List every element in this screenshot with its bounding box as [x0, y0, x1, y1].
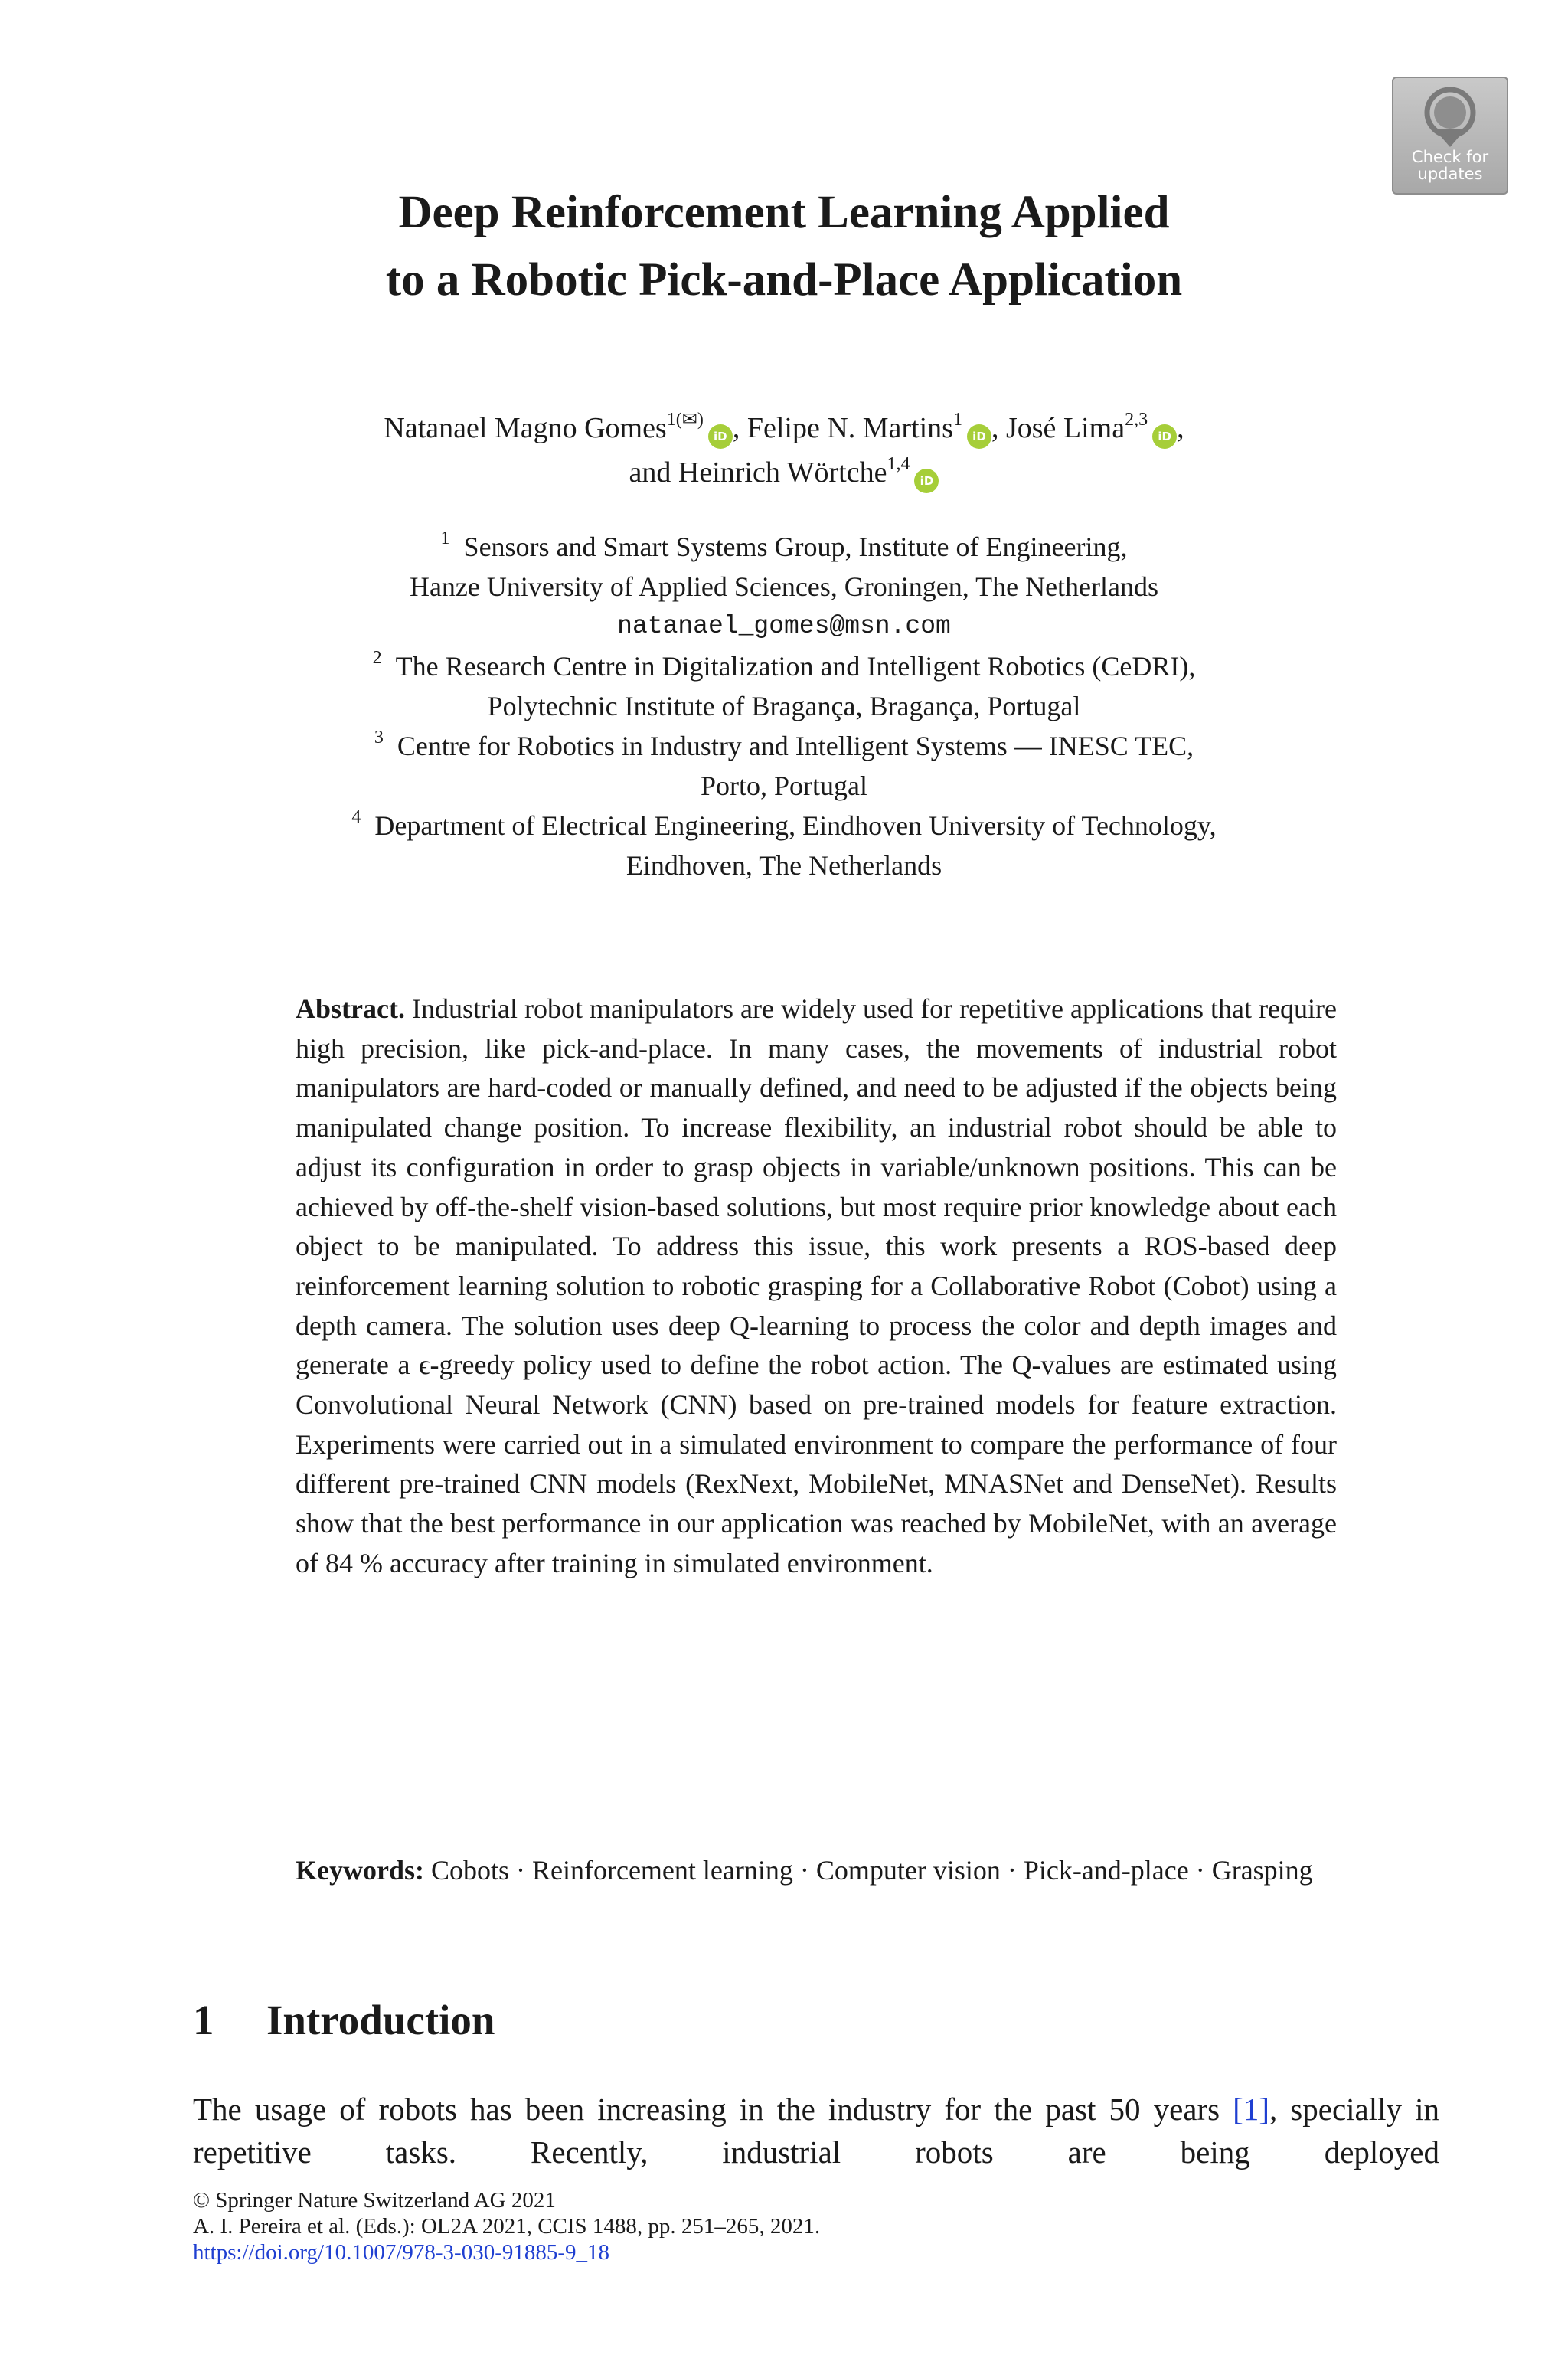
- section-number: 1: [193, 1997, 214, 2043]
- keywords: [296, 1850, 1337, 1890]
- author-line-2: [0, 450, 1568, 495]
- copyright-notice: © Springer Nature Switzerland AG 2021: [193, 2188, 556, 2213]
- author-name: and Heinrich Wörtche: [629, 456, 887, 489]
- affiliations: [0, 527, 1568, 885]
- author-line-1: Natanael Magno Gomes$^{1(✉)}$iD , Felipe N. Martins$^1$iD , José Lima$^{2,3}$iD ,: [0, 406, 1568, 450]
- check-updates-icon: [1423, 86, 1477, 149]
- title-line-1: Deep Reinforcement Learning Applied: [398, 187, 1170, 238]
- keywords-label: Keywords:: [296, 1855, 424, 1886]
- orcid-icon[interactable]: iD: [967, 424, 991, 449]
- author-name: , José Lima: [991, 412, 1125, 444]
- badge-label: Check for updates: [1411, 148, 1489, 183]
- orcid-icon[interactable]: iD: [1152, 424, 1177, 449]
- affiliation-2: $^2$ The Research Centre in Digitalization and Intelligent Robotics (CeDRI),: [372, 648, 1196, 682]
- affiliation-3-cont: Porto, Portugal: [700, 770, 867, 801]
- affiliation-4: $^4$ Department of Electrical Engineering, Eindhoven University of Technology,: [351, 807, 1217, 841]
- author-list: [0, 406, 1568, 495]
- paper-title: [0, 179, 1568, 314]
- keywords-text: Cobots · Reinforcement learning · Computer vision · Pick-and-place · Grasping: [430, 1855, 1313, 1886]
- author-affiliation-mark: 1,4: [887, 454, 910, 474]
- section-heading: [193, 1996, 495, 2044]
- section-title: Introduction: [266, 1997, 495, 2043]
- citation-line: A. I. Pereira et al. (Eds.): OL2A 2021, CCIS 1488, pp. 251–265, 2021.: [193, 2214, 821, 2239]
- author-affiliation-mark: 1: [952, 410, 962, 430]
- affiliation-2-cont: Polytechnic Institute of Bragança, Bragança, Portugal: [487, 691, 1081, 721]
- abstract: [296, 989, 1337, 1584]
- affiliation-3: $^3$ Centre for Robotics in Industry and Intelligent Systems — INESC TEC,: [374, 728, 1194, 761]
- check-for-updates-badge[interactable]: [1392, 77, 1508, 195]
- author-name: , Felipe N. Martins: [732, 412, 953, 444]
- contact-email[interactable]: natanael_gomes@msn.com: [617, 612, 951, 640]
- orcid-icon[interactable]: iD: [914, 469, 939, 493]
- affiliation-4-cont: Eindhoven, The Netherlands: [626, 850, 942, 881]
- doi-link[interactable]: https://doi.org/10.1007/978-3-030-91885-9_18: [193, 2240, 610, 2265]
- orcid-icon[interactable]: iD: [708, 424, 733, 449]
- publication-footer: [193, 2187, 1439, 2265]
- intro-paragraph: The usage of robots has been increasing in the industry for the past 50 years [1], specially in repetitive tasks. Recently, industrial robots are being deployed: [193, 2092, 1439, 2170]
- affiliation-1-cont: Hanze University of Applied Sciences, Groningen, The Netherlands: [409, 571, 1159, 602]
- citation-link[interactable]: [1]: [1233, 2092, 1269, 2127]
- abstract-text: Industrial robot manipulators are widely used for repetitive applications that require high precision, like pick-and-place. In many cases, the movements of industrial robot manipulators are hard-coded or manually defined, and need to be adjusted if the objects being manipulated change position. To increase flexibility, an industrial robot should be able to adjust its configuration in order to grasp objects in variable/unknown positions. This can be achieved by off-the-shelf vision-based solutions, but most require prior knowledge about each object to be manipulated. To address this issue, this work presents a ROS-based deep reinforcement learning solution to robotic grasping for a Collaborative Robot (Cobot) using a depth camera. The solution uses deep Q-learning to process the color and depth images and generate a ϵ-greedy policy used to define the robot action. The Q-values are estimated using Convolutional Neural Network (CNN) based on pre-trained models for feature extraction. Experiments were carried out in a simulated environment to compare the performance of four different pre-trained CNN models (RexNext, MobileNet, MNASNet and DenseNet). Results show that the best performance in our application was reached by MobileNet, with an average of 84 % accuracy after training in simulated environment.: [296, 993, 1338, 1578]
- author-name: Natanael Magno Gomes: [384, 412, 667, 444]
- author-affiliation-mark: 1(✉): [666, 410, 704, 430]
- title-line-2: to a Robotic Pick-and-Place Application: [385, 254, 1183, 306]
- abstract-label: Abstract.: [296, 993, 405, 1024]
- author-affiliation-mark: 2,3: [1125, 410, 1148, 430]
- affiliation-1: $^1$ Sensors and Smart Systems Group, Institute of Engineering,: [440, 528, 1128, 562]
